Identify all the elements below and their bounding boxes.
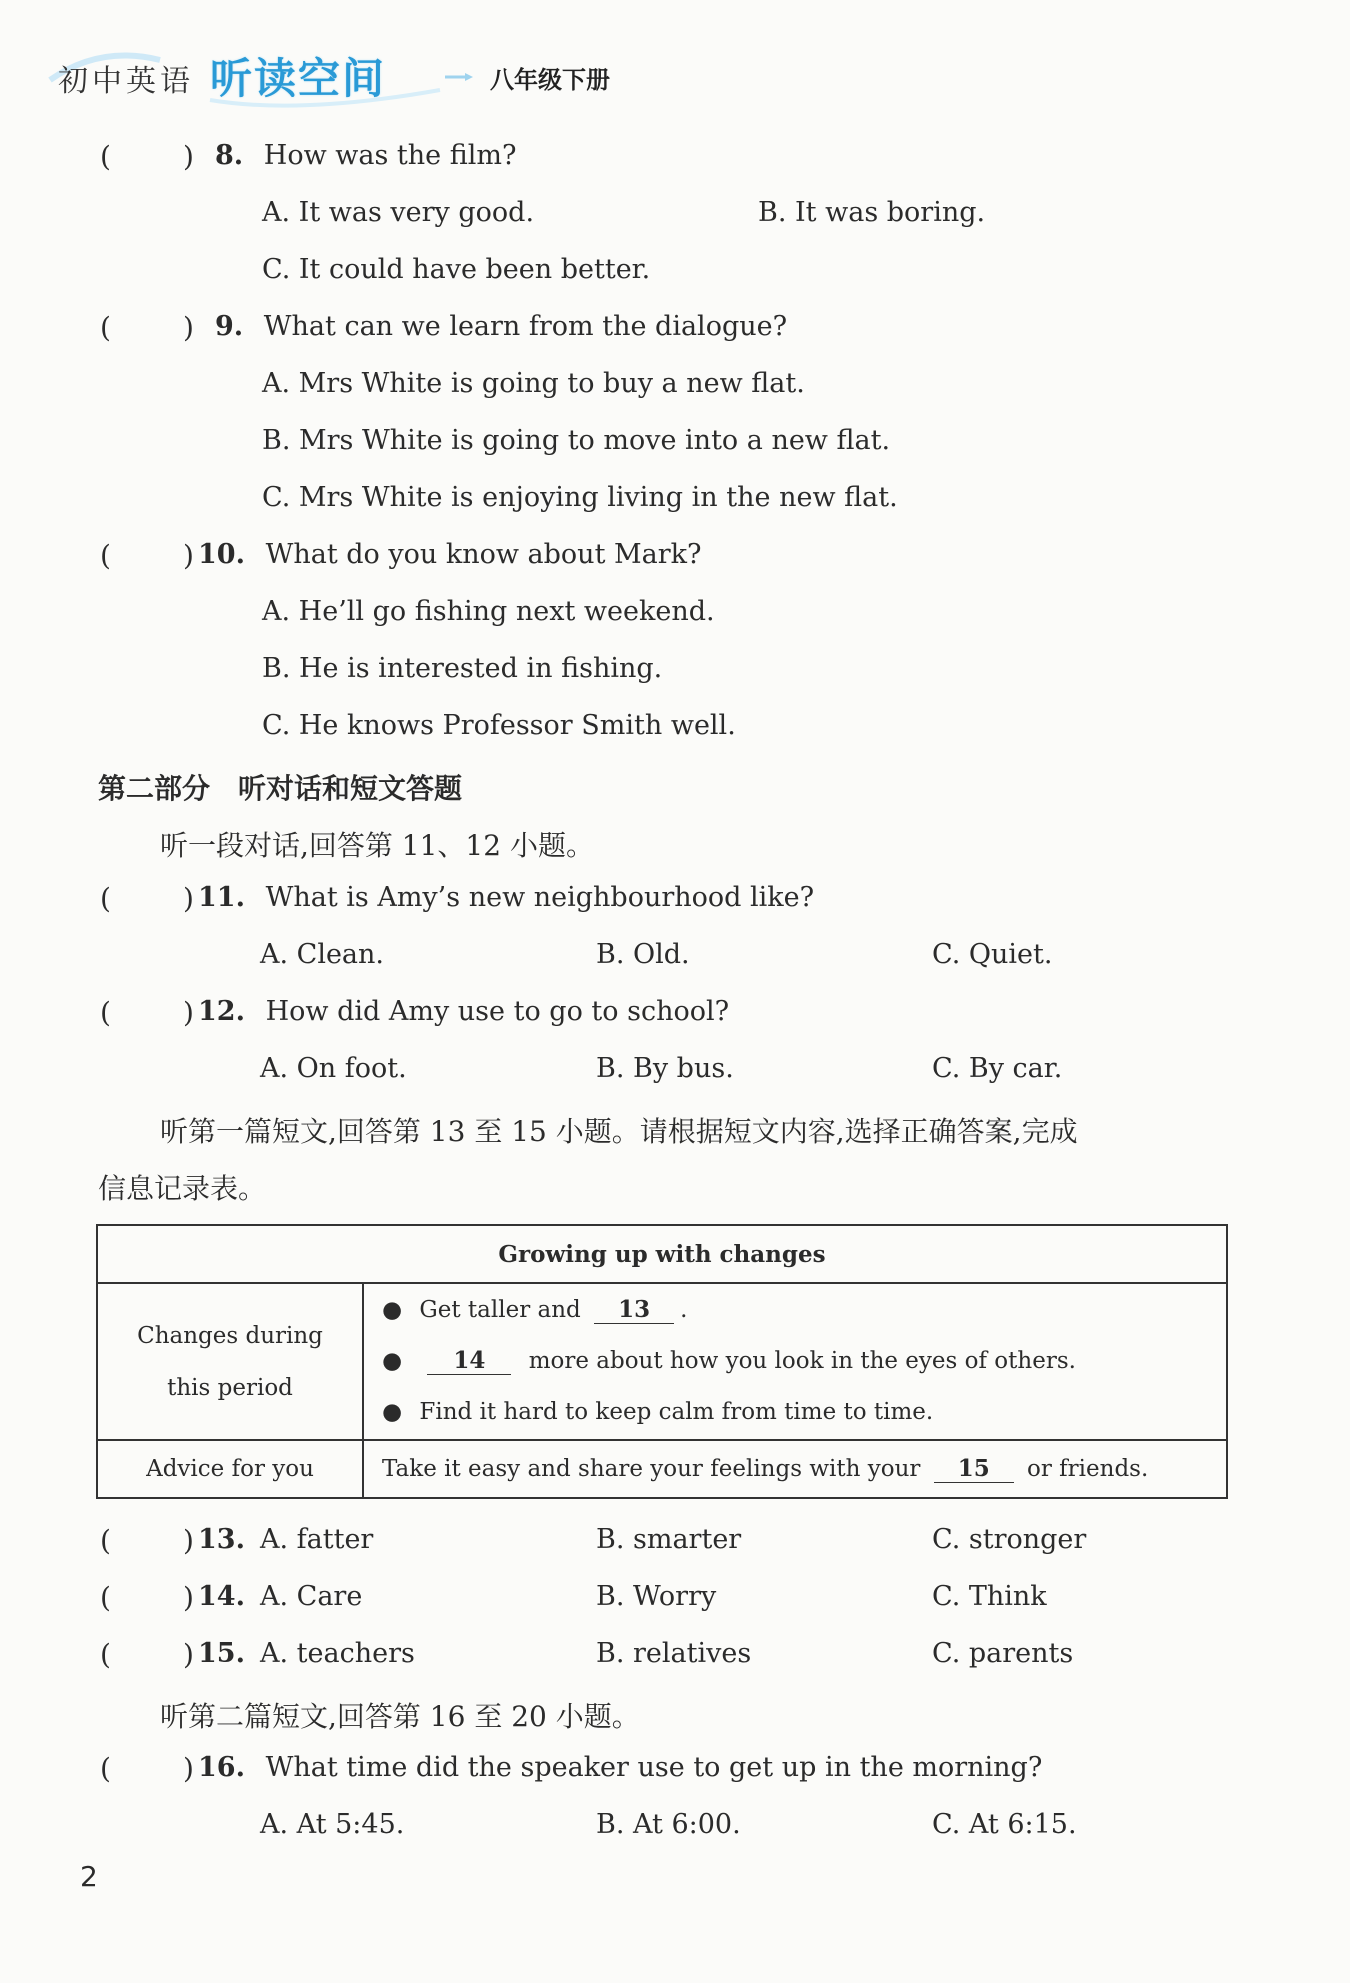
row-label-line: this period [167, 1374, 293, 1401]
option-a: A. Care [260, 1581, 363, 1612]
instruction-continued: 信息记录表。 [98, 1172, 267, 1205]
section-title: 第二部分 听对话和短文答题 [98, 772, 463, 805]
option-b: B. At 6:00. [596, 1809, 741, 1840]
page-header [40, 40, 680, 110]
bullet-item: ● Get taller and 13 . [382, 1296, 688, 1323]
question-12 [198, 996, 729, 1027]
option-c: C. At 6:15. [932, 1809, 1077, 1840]
option-b: B. Worry [596, 1581, 717, 1612]
option-a: A. It was very good. [262, 197, 535, 228]
question-number: 9. [215, 311, 244, 342]
option-a: A. Mrs White is going to buy a new flat. [262, 368, 805, 399]
answer-paren-close: ) [183, 1752, 194, 1785]
option-a: A. Clean. [260, 939, 385, 970]
blank-15: 15 [934, 1456, 1014, 1483]
question-15-number: 15. [198, 1638, 245, 1669]
bullet-item: ● 14 more about how you look in the eyes of others. [382, 1347, 1076, 1374]
option-a: A. He’ll go fishing next weekend. [262, 596, 715, 627]
arrow-decoration-icon [445, 72, 475, 82]
series-title: 初中英语 [58, 64, 194, 99]
answer-paren-open: ( [100, 539, 111, 572]
question-11 [198, 882, 814, 913]
question-10 [198, 539, 702, 570]
question-14-number: 14. [198, 1581, 245, 1612]
option-c: C. He knows Professor Smith well. [262, 710, 736, 741]
answer-paren-open: ( [100, 1524, 111, 1557]
question-text: What can we learn from the dialogue? [263, 311, 788, 342]
answer-paren-open: ( [100, 882, 111, 915]
question-text: What is Amy’s new neighbourhood like? [265, 882, 815, 913]
option-c: C. stronger [932, 1524, 1087, 1555]
option-b: B. Mrs White is going to move into a new flat. [262, 425, 891, 456]
option-b: B. By bus. [596, 1053, 734, 1084]
option-c: C. It could have been better. [262, 254, 651, 285]
answer-paren-close: ) [183, 539, 194, 572]
bullet-dot-icon: ● [382, 1297, 403, 1323]
option-b: B. He is interested in fishing. [262, 653, 663, 684]
instruction: 听第二篇短文,回答第 16 至 20 小题。 [160, 1700, 640, 1733]
option-b: B. relatives [596, 1638, 752, 1669]
table-title: Growing up with changes [97, 1225, 1227, 1283]
blank-14: 14 [427, 1348, 511, 1375]
question-text: What time did the speaker use to get up in the morning? [265, 1752, 1043, 1783]
answer-paren-close: ) [183, 311, 194, 344]
blank-13: 13 [594, 1297, 674, 1324]
question-number: 12. [198, 996, 245, 1027]
answer-paren-open: ( [100, 1638, 111, 1671]
answer-paren-close: ) [183, 1524, 194, 1557]
bullet-dot-icon: ● [382, 1348, 403, 1374]
question-number: 8. [215, 140, 244, 171]
option-b: B. It was boring. [758, 197, 986, 228]
option-c: C. Think [932, 1581, 1047, 1612]
option-c: C. Quiet. [932, 939, 1053, 970]
answer-paren-close: ) [183, 1638, 194, 1671]
question-number: 16. [198, 1752, 245, 1783]
option-b: B. Old. [596, 939, 690, 970]
question-8 [215, 140, 516, 171]
question-text: How was the film? [263, 140, 517, 171]
row-label-advice: Advice for you [97, 1440, 363, 1498]
instruction: 听第一篇短文,回答第 13 至 15 小题。请根据短文内容,选择正确答案,完成 [160, 1115, 1078, 1148]
question-text: How did Amy use to go to school? [265, 996, 730, 1027]
answer-paren-open: ( [100, 996, 111, 1029]
answer-paren-close: ) [183, 996, 194, 1029]
question-number: 10. [198, 539, 245, 570]
option-a: A. At 5:45. [260, 1809, 405, 1840]
option-a: A. On foot. [260, 1053, 407, 1084]
question-text: What do you know about Mark? [265, 539, 702, 570]
option-b: B. smarter [596, 1524, 742, 1555]
answer-paren-open: ( [100, 1752, 111, 1785]
option-a: A. fatter [260, 1524, 374, 1555]
option-a: A. teachers [260, 1638, 415, 1669]
answer-paren-open: ( [100, 140, 111, 173]
brand-title: 听读空间 [210, 54, 387, 103]
grade-label: 八年级下册 [490, 66, 610, 94]
changes-content [363, 1283, 1227, 1440]
question-number: 11. [198, 882, 245, 913]
answer-paren-open: ( [100, 1581, 111, 1614]
info-record-table [96, 1224, 1228, 1499]
bullet-item: ● Find it hard to keep calm from time to time. [382, 1399, 934, 1425]
row-label-line: Changes during [137, 1322, 323, 1349]
answer-paren-close: ) [183, 140, 194, 173]
instruction: 听一段对话,回答第 11、12 小题。 [160, 829, 594, 862]
question-16 [198, 1752, 1042, 1783]
option-c: C. By car. [932, 1053, 1063, 1084]
option-c: C. Mrs White is enjoying living in the new flat. [262, 482, 898, 513]
answer-paren-close: ) [183, 1581, 194, 1614]
bullet-dot-icon: ● [382, 1399, 403, 1425]
page-number: 2 [80, 1860, 98, 1893]
question-9 [215, 311, 787, 342]
answer-paren-close: ) [183, 882, 194, 915]
option-c: C. parents [932, 1638, 1074, 1669]
answer-paren-open: ( [100, 311, 111, 344]
advice-content: Take it easy and share your feelings with your 15 or friends. [363, 1440, 1227, 1498]
question-13-number: 13. [198, 1524, 245, 1555]
row-label-changes [97, 1283, 363, 1440]
